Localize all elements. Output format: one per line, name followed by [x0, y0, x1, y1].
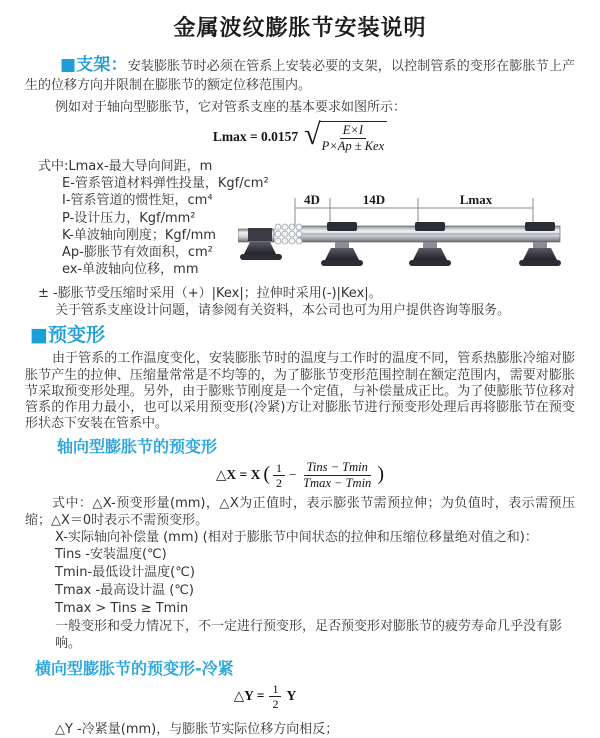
formula-lateral-coldspring — [0, 683, 565, 709]
formula-lmax — [0, 119, 600, 155]
list-item: Tmin-最低设计温度(℃) — [55, 565, 195, 581]
dim-label-14d: 14D — [362, 192, 386, 207]
list-item: Tmax > Tins ≥ Tmin — [55, 601, 189, 617]
consulting-note: 关于管系支座设计问题，请参阅有关资料，本公司也可为用户提供咨询等服务。 — [55, 303, 511, 319]
temperature-definitions-list — [55, 546, 600, 618]
lateral-note-line: △Y -冷紧量(mm)，与膨胀节实际位移方向相反； — [55, 722, 339, 738]
one-half-fraction — [269, 682, 281, 712]
dimension-labels — [304, 192, 493, 207]
list-item: I-管系管道的惯性矩，cm⁴ — [62, 193, 213, 209]
temperature-fraction — [300, 460, 374, 491]
minus-operator: − — [288, 467, 298, 483]
plus-minus-note: ± -膨胀节受压缩时采用（+）|Kex|；拉伸时采用(-)|Kex|。 — [38, 286, 382, 302]
formula-lateral-lhs: △Y = — [233, 688, 265, 704]
support-example-line: 例如对于轴向型膨胀节，它对管系支座的基本要求如图所示： — [55, 100, 407, 115]
support-section-heading: ■支架： — [60, 55, 128, 75]
formula-lmax-numerator: E×I — [340, 123, 366, 139]
half-numerator: 1 — [273, 461, 285, 476]
half-denominator: 2 — [272, 696, 279, 711]
pipe-support — [519, 222, 561, 266]
axial-note-line: 一般变形和受力情况下，不一定进行预变形，足否预变形对膨胀节的疲劳寿命几乎没有影响。 — [55, 619, 563, 652]
pipe-support — [409, 222, 451, 266]
list-item: Tins -安装温度(℃) — [55, 547, 167, 563]
list-item: Tmax -最高设计温 (℃) — [55, 583, 194, 599]
half-numerator: 1 — [269, 682, 281, 697]
support-diagram — [238, 190, 598, 285]
pipe-support — [321, 222, 363, 266]
support-paragraph — [25, 56, 575, 95]
support-intro-text: 安装膨胀节时必须在管系上安装必要的支架，以控制管系的变形在膨胀节上产生的位移方向并限制在膨胀节的额定位移范围内。 — [25, 59, 575, 93]
list-item: K-单波轴向刚度；Kgf/mm — [62, 227, 216, 243]
predeform-section-heading: ■预变形 — [30, 324, 105, 347]
axial-formula-explanation: 式中：△X-预变形量(mm)，△X为正值时，表示膨张节需预拉伸；为负值时，表示需预压缩；△X＝0时表示不需预变形。 — [25, 496, 575, 529]
list-item: E-管系管道材料弹性投量，Kgf/cm² — [62, 176, 269, 192]
formula-lmax-sqrt — [304, 118, 387, 154]
formula-lmax-lhs: Lmax = 0.0157 — [212, 129, 299, 144]
half-denominator: 2 — [276, 475, 283, 490]
lateral-subsection-heading: 横向型膨胀节的预变形-冷紧 — [35, 659, 234, 679]
x-definition-line: X-实际轴向补偿量 (mm) (相对于膨胀节中间状态的拉伸和压缩位移量绝对值之和)： — [55, 530, 538, 546]
page-title: 金属波纹膨胀节安装说明 — [173, 16, 427, 41]
close-paren: ) — [377, 462, 384, 485]
list-item: ex-单波轴向位移，mm — [62, 262, 199, 278]
temp-denominator: Tmax − Tmin — [303, 475, 372, 490]
list-item: 式中:Lmax-最大导向间距，m — [38, 159, 213, 174]
list-item: P-设计压力，Kgf/mm² — [62, 210, 196, 226]
formula-lmax-denominator: P×Ap ± Kex — [321, 138, 385, 153]
list-item: Ap-膨胀节有效面积，cm² — [62, 245, 213, 261]
dim-label-lmax: Lmax — [459, 192, 493, 207]
formula-axial-lhs: △X = X — [216, 467, 261, 483]
dim-label-4d: 4D — [304, 192, 320, 207]
formula-lateral-rhs: Y — [286, 688, 297, 704]
formula-lmax-fraction — [319, 121, 388, 154]
radical-sign: √ — [304, 118, 321, 151]
axial-subsection-heading: 轴向型膨胀节的预变形 — [57, 437, 218, 457]
one-half-fraction — [273, 461, 285, 491]
formula-axial-predeform — [0, 459, 600, 491]
dimension-lines — [295, 198, 533, 226]
bellows-icon — [275, 224, 302, 244]
temp-numerator: Tins − Tmin — [304, 460, 371, 476]
open-paren: ( — [263, 462, 271, 485]
predeform-paragraph: 由于管系的工作温度变化，安装膨胀节时的温度与工作时的温度不同，管系热膨胀冷缩对膨胀节产生的拉伸、压缩量常常是不均等的，为了膨胀节变形范围控制在额定范围内，需要对膨胀节采取预变形处理。另外，由于膨账节刚度是一个定值，与补偿量成正比。为了使膨胀节位移对管系的作用力最小，也可以采用预变形(冷紧)方让对膨胀节进行预变形处理后再将膨胀节在预变形状态下安装在管系中。 — [25, 351, 575, 432]
